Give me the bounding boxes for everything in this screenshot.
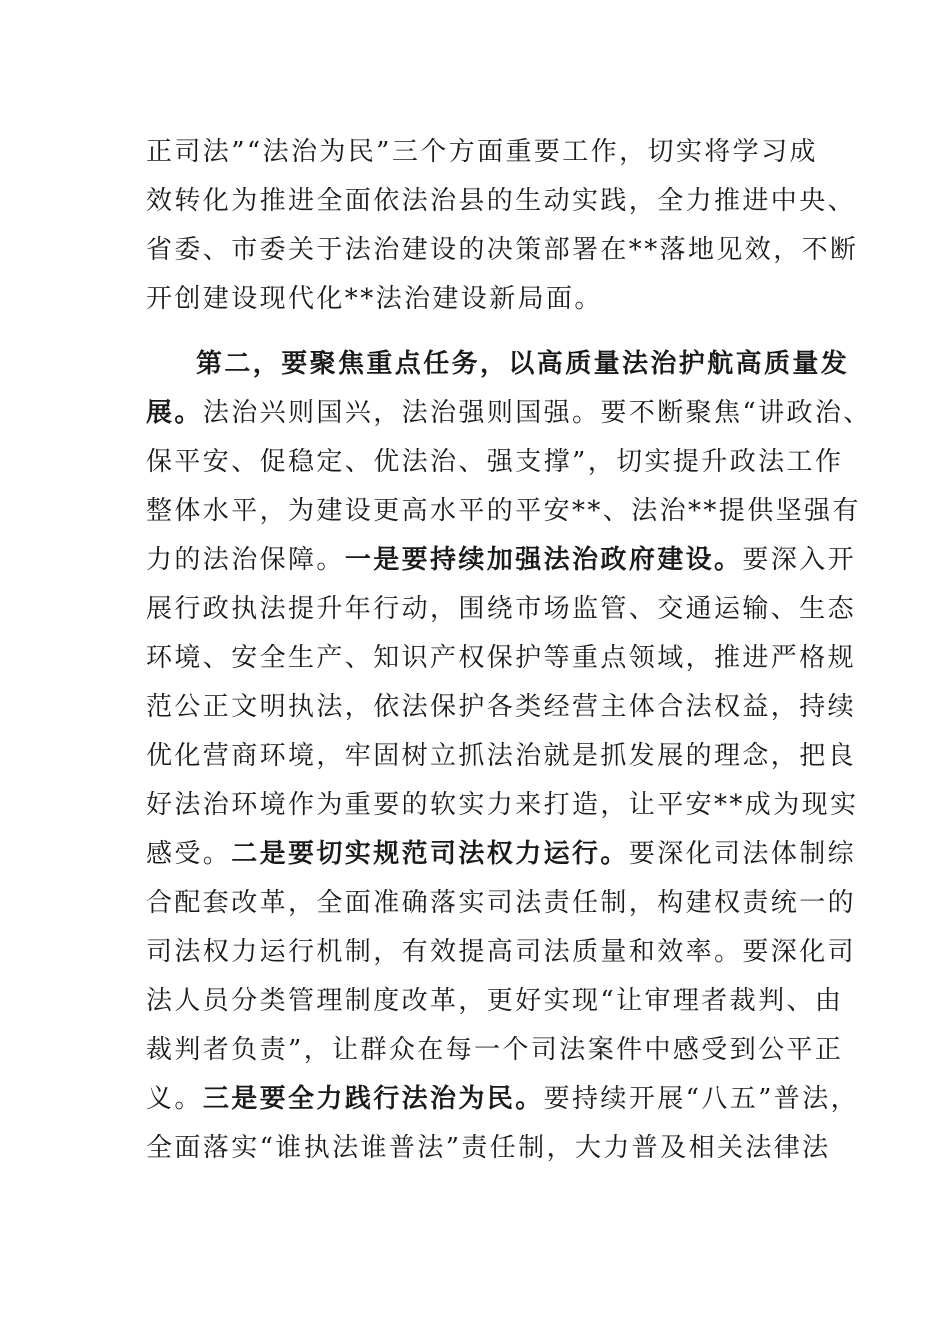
text-line: [146, 878, 856, 928]
text-line: [146, 535, 856, 585]
text-segment: 感受。: [146, 839, 232, 869]
text-line: [146, 829, 856, 879]
text-line: [146, 633, 856, 683]
text-segment: 正司法”“法治为民”三个方面重要工作，切实将学习成: [146, 137, 818, 167]
bold-text-segment: 第二，要聚焦重点任务，以高质量法治护航高质量发: [196, 349, 850, 379]
text-line: [146, 976, 843, 1026]
text-line: [146, 437, 843, 487]
text-line: [146, 1074, 859, 1124]
bold-text-segment: 展。: [146, 398, 203, 428]
text-segment: 要深化司法体制综: [628, 839, 857, 869]
text-line: [146, 682, 856, 732]
text-segment: 效转化为推进全面依法治县的生动实践，全力推进中央、: [146, 186, 857, 216]
bold-text-segment: 三是要全力践行法治为民。: [202, 1084, 544, 1114]
text-line: [146, 1123, 831, 1173]
text-line: [146, 274, 603, 324]
text-segment: 省委、市委关于法治建设的决策部署在**落地见效，不断: [146, 235, 859, 265]
text-line: [146, 780, 858, 830]
text-segment: 合配套改革，全面准确落实司法责任制，构建权责统一的: [146, 888, 857, 918]
text-line: [146, 225, 858, 275]
text-line: [146, 584, 856, 634]
text-segment: 保平安、促稳定、优法治、强支撑”，切实提升政法工作: [146, 447, 844, 477]
text-line: [196, 339, 849, 389]
text-line: [146, 1025, 843, 1075]
bold-text-segment: 一是要持续加强法治政府建设。: [344, 545, 743, 575]
text-segment: 展行政执法提升年行动，围绕市场监管、交通运输、生态: [146, 594, 857, 624]
text-segment: 全面落实“谁执法谁普法”责任制，大力普及相关法律法: [146, 1133, 831, 1163]
text-segment: 义。: [146, 1084, 203, 1114]
text-segment: 裁判者负责”，让群众在每一个司法案件中感受到公平正: [146, 1035, 844, 1065]
text-line: [146, 176, 856, 226]
text-segment: 好法治环境作为重要的软实力来打造，让平安**成为现实: [146, 790, 859, 820]
text-line: [146, 127, 818, 177]
text-segment: 法治兴则国兴，法治强则国强。要不断聚焦“讲政治、: [202, 398, 872, 428]
text-segment: 要持续开展“八五”普法，: [543, 1084, 860, 1114]
text-line: [146, 927, 856, 977]
text-segment: 整体水平，为建设更高水平的平安**、法治**提供坚强有: [146, 496, 861, 526]
text-line: [146, 388, 872, 438]
text-segment: 要深入开: [742, 545, 857, 575]
text-segment: 力的法治保障。: [146, 545, 345, 575]
text-segment: 司法权力运行机制，有效提高司法质量和效率。要深化司: [146, 937, 857, 967]
text-segment: 开创建设现代化**法治建设新局面。: [146, 284, 603, 314]
bold-text-segment: 二是要切实规范司法权力运行。: [231, 839, 629, 869]
text-segment: 优化营商环境，牢固树立抓法治就是抓发展的理念，把良: [146, 741, 857, 771]
text-segment: 范公正文明执法，依法保护各类经营主体合法权益，持续: [146, 692, 857, 722]
text-segment: 环境、安全生产、知识产权保护等重点领域，推进严格规: [146, 643, 857, 673]
text-segment: 法人员分类管理制度改革，更好实现“让审理者裁判、由: [146, 986, 844, 1016]
text-line: [146, 731, 856, 781]
text-line: [146, 486, 861, 536]
